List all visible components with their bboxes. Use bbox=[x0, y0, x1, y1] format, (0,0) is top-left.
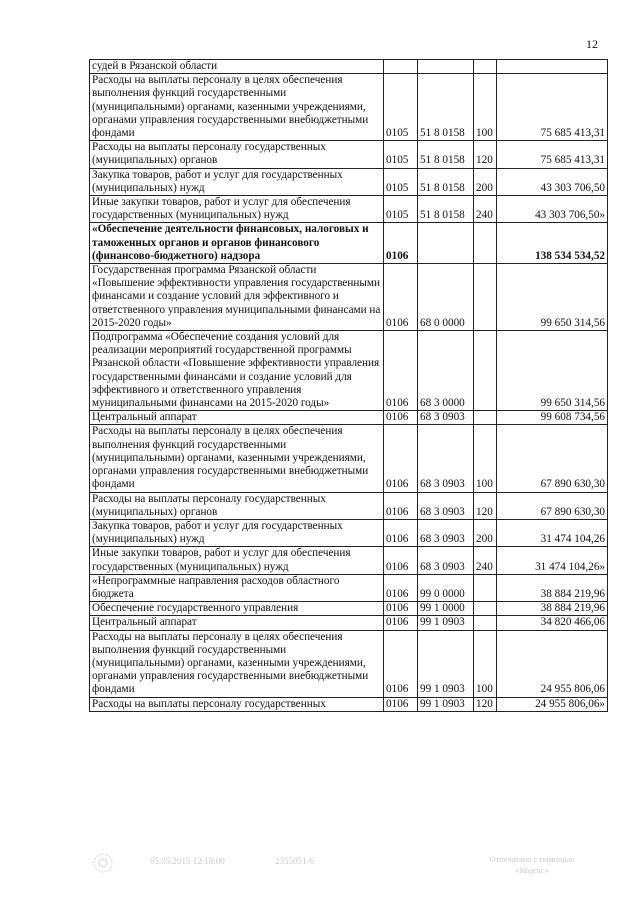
table-row bbox=[90, 492, 608, 519]
section-code-cell: 0106 bbox=[384, 547, 418, 574]
expense-type-cell bbox=[474, 223, 497, 264]
row-name-cell: Закупка товаров, работ и услуг для государственных (муниципальных) нужд bbox=[90, 168, 384, 195]
section-code-cell: 0105 bbox=[384, 196, 418, 223]
amount-cell: 38 884 219,96 bbox=[497, 602, 608, 616]
amount-cell: 75 685 413,31 bbox=[497, 141, 608, 168]
print-date: 05.05.2015 12:18:00 bbox=[150, 856, 225, 866]
section-code-cell: 0105 bbox=[384, 141, 418, 168]
table-row bbox=[90, 74, 608, 141]
table-row bbox=[90, 141, 608, 168]
expense-type-cell: 100 bbox=[474, 630, 497, 697]
watermark-line: «Кодекс» bbox=[515, 865, 549, 875]
table-row bbox=[90, 616, 608, 630]
target-code-cell: 68 0 0000 bbox=[418, 264, 474, 331]
page-footer bbox=[0, 852, 640, 892]
row-name-cell: судей в Рязанской области bbox=[90, 60, 384, 74]
target-code-cell: 99 1 0903 bbox=[418, 630, 474, 697]
table-row bbox=[90, 547, 608, 574]
target-code-cell: 99 1 0903 bbox=[418, 616, 474, 630]
expense-type-cell bbox=[474, 616, 497, 630]
expense-type-cell: 100 bbox=[474, 74, 497, 141]
section-code-cell: 0106 bbox=[384, 574, 418, 601]
stamp-logo-icon bbox=[92, 852, 114, 874]
row-name-cell: Иные закупки товаров, работ и услуг для обеспечения государственных (муниципальных) нужд bbox=[90, 547, 384, 574]
amount-cell: 67 890 630,30 bbox=[497, 492, 608, 519]
expense-type-cell: 240 bbox=[474, 547, 497, 574]
expense-type-cell: 120 bbox=[474, 141, 497, 168]
table-row bbox=[90, 411, 608, 425]
target-code-cell: 68 3 0903 bbox=[418, 411, 474, 425]
table-row bbox=[90, 630, 608, 697]
table-row bbox=[90, 168, 608, 195]
amount-cell: 43 303 706,50 bbox=[497, 168, 608, 195]
expense-type-cell bbox=[474, 411, 497, 425]
table-row bbox=[90, 264, 608, 331]
table-row bbox=[90, 196, 608, 223]
amount-cell: 38 884 219,96 bbox=[497, 574, 608, 601]
row-name-cell: Расходы на выплаты персоналу в целях обеспечения выполнения функций государственными (муниципальными) органами, казенными учреждениями, органами управления государственными внебюджетными фондами bbox=[90, 630, 384, 697]
row-name-cell: Расходы на выплаты персоналу государственных bbox=[90, 697, 384, 711]
target-code-cell bbox=[418, 60, 474, 74]
expense-type-cell: 100 bbox=[474, 425, 497, 492]
section-code-cell: 0106 bbox=[384, 602, 418, 616]
page-number: 12 bbox=[586, 37, 598, 51]
expense-type-cell: 120 bbox=[474, 697, 497, 711]
amount-cell: 75 685 413,31 bbox=[497, 74, 608, 141]
watermark bbox=[452, 854, 612, 876]
row-name-cell: Расходы на выплаты персоналу государственных (муниципальных) органов bbox=[90, 492, 384, 519]
table-row bbox=[90, 574, 608, 601]
amount-cell: 43 303 706,50» bbox=[497, 196, 608, 223]
expense-type-cell: 200 bbox=[474, 519, 497, 546]
target-code-cell: 99 1 0903 bbox=[418, 697, 474, 711]
expense-type-cell bbox=[474, 60, 497, 74]
row-name-cell: Центральный аппарат bbox=[90, 616, 384, 630]
budget-table-body bbox=[90, 60, 608, 712]
expense-type-cell: 120 bbox=[474, 492, 497, 519]
section-code-cell bbox=[384, 60, 418, 74]
expense-type-cell: 200 bbox=[474, 168, 497, 195]
amount-cell: 34 820 466,06 bbox=[497, 616, 608, 630]
section-code-cell: 0106 bbox=[384, 630, 418, 697]
target-code-cell: 51 8 0158 bbox=[418, 141, 474, 168]
row-name-cell: Расходы на выплаты персоналу в целях обеспечения выполнения функций государственными (муниципальными) органами, казенными учреждениями, органами управления государственными внебюджетными фондами bbox=[90, 425, 384, 492]
row-name-cell: Обеспечение государственного управления bbox=[90, 602, 384, 616]
section-code-cell: 0106 bbox=[384, 223, 418, 264]
table-row bbox=[90, 602, 608, 616]
section-code-cell: 0106 bbox=[384, 616, 418, 630]
expense-type-cell bbox=[474, 602, 497, 616]
table-row bbox=[90, 519, 608, 546]
target-code-cell: 51 8 0158 bbox=[418, 196, 474, 223]
table-row bbox=[90, 60, 608, 74]
document-number: 2355051-6 bbox=[275, 856, 314, 866]
target-code-cell: 99 0 0000 bbox=[418, 574, 474, 601]
row-name-cell: «Обеспечение деятельности финансовых, налоговых и таможенных органов и органов финансового (финансово-бюджетного) надзора bbox=[90, 223, 384, 264]
budget-table bbox=[89, 59, 608, 712]
amount-cell: 24 955 806,06» bbox=[497, 697, 608, 711]
amount-cell: 99 650 314,56 bbox=[497, 331, 608, 411]
expense-type-cell bbox=[474, 264, 497, 331]
amount-cell: 99 650 314,56 bbox=[497, 264, 608, 331]
amount-cell: 99 608 734,56 bbox=[497, 411, 608, 425]
target-code-cell: 68 3 0903 bbox=[418, 547, 474, 574]
section-code-cell: 0105 bbox=[384, 74, 418, 141]
table-row bbox=[90, 425, 608, 492]
expense-type-cell bbox=[474, 574, 497, 601]
target-code-cell: 68 3 0903 bbox=[418, 492, 474, 519]
section-code-cell: 0106 bbox=[384, 264, 418, 331]
target-code-cell: 68 3 0903 bbox=[418, 519, 474, 546]
table-row bbox=[90, 331, 608, 411]
target-code-cell bbox=[418, 223, 474, 264]
section-code-cell: 0105 bbox=[384, 168, 418, 195]
expense-type-cell bbox=[474, 331, 497, 411]
amount-cell bbox=[497, 60, 608, 74]
watermark-line: Отпечатано с помощью bbox=[489, 854, 575, 864]
row-name-cell: Подпрограмма «Обеспечение создания условий для реализации мероприятий государственной программы Рязанской области «Повышение эффективности управления государственными финансами и создание условий для эффективного и ответственного управления муниципальными финансами на 2015-2020 годы» bbox=[90, 331, 384, 411]
section-code-cell: 0106 bbox=[384, 697, 418, 711]
section-code-cell: 0106 bbox=[384, 492, 418, 519]
row-name-cell: Закупка товаров, работ и услуг для государственных (муниципальных) нужд bbox=[90, 519, 384, 546]
expense-type-cell: 240 bbox=[474, 196, 497, 223]
row-name-cell: Расходы на выплаты персоналу в целях обеспечения выполнения функций государственными (муниципальными) органами, казенными учреждениями, органами управления государственными внебюджетными фондами bbox=[90, 74, 384, 141]
target-code-cell: 68 3 0000 bbox=[418, 331, 474, 411]
row-name-cell: «Непрограммные направления расходов областного бюджета bbox=[90, 574, 384, 601]
row-name-cell: Государственная программа Рязанской области «Повышение эффективности управления государственными финансами и создание условий для эффективного и ответственного управления муниципальными финансами на 2015-2020 годы» bbox=[90, 264, 384, 331]
row-name-cell: Иные закупки товаров, работ и услуг для обеспечения государственных (муниципальных) нужд bbox=[90, 196, 384, 223]
row-name-cell: Расходы на выплаты персоналу государственных (муниципальных) органов bbox=[90, 141, 384, 168]
table-row bbox=[90, 223, 608, 264]
amount-cell: 67 890 630,30 bbox=[497, 425, 608, 492]
target-code-cell: 51 8 0158 bbox=[418, 168, 474, 195]
section-code-cell: 0106 bbox=[384, 425, 418, 492]
target-code-cell: 99 1 0000 bbox=[418, 602, 474, 616]
amount-cell: 24 955 806,06 bbox=[497, 630, 608, 697]
section-code-cell: 0106 bbox=[384, 519, 418, 546]
section-code-cell: 0106 bbox=[384, 331, 418, 411]
target-code-cell: 51 8 0158 bbox=[418, 74, 474, 141]
amount-cell: 31 474 104,26 bbox=[497, 519, 608, 546]
row-name-cell: Центральный аппарат bbox=[90, 411, 384, 425]
section-code-cell: 0106 bbox=[384, 411, 418, 425]
table-row bbox=[90, 697, 608, 711]
amount-cell: 31 474 104,26» bbox=[497, 547, 608, 574]
target-code-cell: 68 3 0903 bbox=[418, 425, 474, 492]
amount-cell: 138 534 534,52 bbox=[497, 223, 608, 264]
